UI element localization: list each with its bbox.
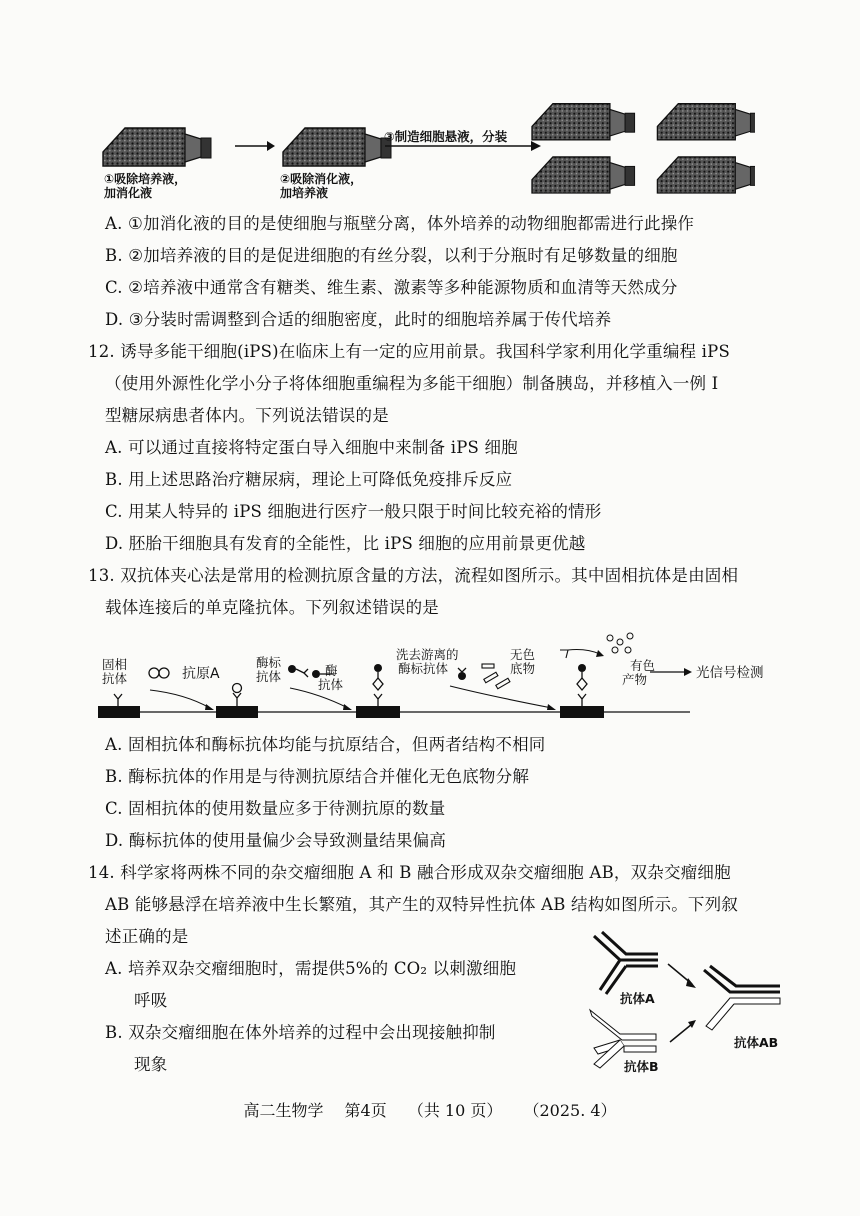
flask-culture-diagram xyxy=(95,98,755,202)
q14-stem-1: 14. 科学家将两株不同的杂交瘤细胞 A 和 B 融合形成双杂交瘤细胞 AB，双杂交瘤细胞 xyxy=(88,863,731,882)
enzyme-antibody-label-2: 抗体 xyxy=(256,669,282,684)
q12-option-b: B. 用上述思路治疗糖尿病，理论上可降低免疫排斥反应 xyxy=(105,470,513,489)
flask-3a xyxy=(532,104,635,140)
q14-option-b-2: 现象 xyxy=(134,1055,168,1074)
enzyme-antibody-label: 酶标 xyxy=(256,655,282,670)
footer-page: 第4页 xyxy=(344,1101,387,1120)
q11-option-c: C. ②培养液中通常含有糖类、维生素、激素等多种能源物质和血清等天然成分 xyxy=(105,278,678,297)
q11-option-d: D. ③分装时需调整到合适的细胞密度，此时的细胞培养属于传代培养 xyxy=(105,310,612,329)
antibody-ab xyxy=(704,966,780,1030)
antibody-b-label: 抗体B xyxy=(624,1059,659,1074)
q12-option-a: A. 可以通过直接将特定蛋白导入细胞中来制备 iPS 细胞 xyxy=(105,438,518,457)
detection-label: 光信号检测 xyxy=(696,665,764,681)
antibody-a-label: 抗体A xyxy=(620,991,655,1006)
q11-option-a: A. ①加消化液的目的是使细胞与瓶壁分离，体外培养的动物细胞都需进行此操作 xyxy=(105,214,695,233)
q12-stem-2: （使用外源性化学小分子将体细胞重编程为多能干细胞）制备胰岛，并移植入一例 Ⅰ xyxy=(105,374,719,393)
q14-option-b-1: B. 双杂交瘤细胞在体外培养的过程中会出现接触抑制 xyxy=(105,1023,496,1042)
wash-label-2: 酶标抗体 xyxy=(398,661,449,676)
carrier-1 xyxy=(98,706,140,718)
carrier-3 xyxy=(356,706,400,718)
product-label-2: 产物 xyxy=(622,672,648,687)
flask-3b xyxy=(657,104,755,140)
antigen-label: 抗原A xyxy=(182,666,220,682)
solid-antibody-label-2: 抗体 xyxy=(102,671,128,686)
enzyme-side-label-2: 抗体 xyxy=(318,677,344,692)
page-footer xyxy=(0,1098,860,1121)
substrate-label: 无色 xyxy=(510,647,536,662)
substrate-label-2: 底物 xyxy=(510,661,536,676)
flask-3d xyxy=(657,157,755,193)
q11-option-b: B. ②加培养液的目的是促进细胞的有丝分裂，以利于分瓶时有足够数量的细胞 xyxy=(105,246,678,265)
footer-date: （2025. 4） xyxy=(523,1101,617,1120)
q12-option-d: D. 胚胎干细胞具有发育的全能性，比 iPS 细胞的应用前景更优越 xyxy=(105,534,586,553)
step3-label: ③制造细胞悬液，分装 xyxy=(384,129,508,144)
step1-label-2: 加消化液 xyxy=(104,186,153,200)
q14-option-a-1: A. 培养双杂交瘤细胞时，需提供5%的 CO₂ 以刺激细胞 xyxy=(105,959,517,978)
q13-option-a: A. 固相抗体和酶标抗体均能与抗原结合，但两者结构不相同 xyxy=(105,735,546,754)
antibody-ab-label: 抗体AB xyxy=(734,1035,779,1050)
step2-label-2: 加培养液 xyxy=(280,186,329,200)
solid-antibody-label: 固相 xyxy=(102,657,128,672)
q13-option-d: D. 酶标抗体的使用量偏少会导致测量结果偏高 xyxy=(105,831,447,850)
product-label: 有色 xyxy=(630,658,656,673)
carrier-2 xyxy=(216,706,258,718)
q12-stem-1: 12. 诱导多能干细胞(iPS)在临床上有一定的应用前景。我国科学家利用化学重编程 iPS xyxy=(88,342,730,361)
carrier-4 xyxy=(560,706,604,718)
flask-2 xyxy=(283,128,391,166)
flask-1 xyxy=(103,128,211,166)
step1-label: ①吸除培养液， xyxy=(104,172,187,186)
q12-stem-3: 型糖尿病患者体内。下列说法错误的是 xyxy=(105,406,389,425)
q14-option-a-2: 呼吸 xyxy=(134,991,168,1010)
q13-option-c: C. 固相抗体的使用数量应多于待测抗原的数量 xyxy=(105,799,446,818)
enzyme-side-label: 酶 xyxy=(325,663,338,678)
q13-stem-1: 13. 双抗体夹心法是常用的检测抗原含量的方法，流程如图所示。其中固相抗体是由固相 xyxy=(88,566,739,585)
flask-3c xyxy=(532,157,635,193)
q12-option-c: C. 用某人特异的 iPS 细胞进行医疗一般只限于时间比较充裕的情形 xyxy=(105,502,602,521)
footer-total: （共 10 页） xyxy=(407,1101,503,1120)
arrow-1 xyxy=(235,141,275,151)
q13-option-b: B. 酶标抗体的作用是与待测抗原结合并催化无色底物分解 xyxy=(105,767,530,786)
q14-stem-3: 述正确的是 xyxy=(105,927,189,946)
q13-stem-2: 载体连接后的单克隆抗体。下列叙述错误的是 xyxy=(105,598,439,617)
antibody-a xyxy=(594,932,658,994)
wash-label: 洗去游离的 xyxy=(396,647,459,662)
footer-subject: 高二生物学 xyxy=(243,1101,324,1120)
step2-label: ②吸除消化液， xyxy=(280,172,363,186)
q14-stem-2: AB 能够悬浮在培养液中生长繁殖，其产生的双特异性抗体 AB 结构如图所示。下列叙 xyxy=(105,895,739,914)
